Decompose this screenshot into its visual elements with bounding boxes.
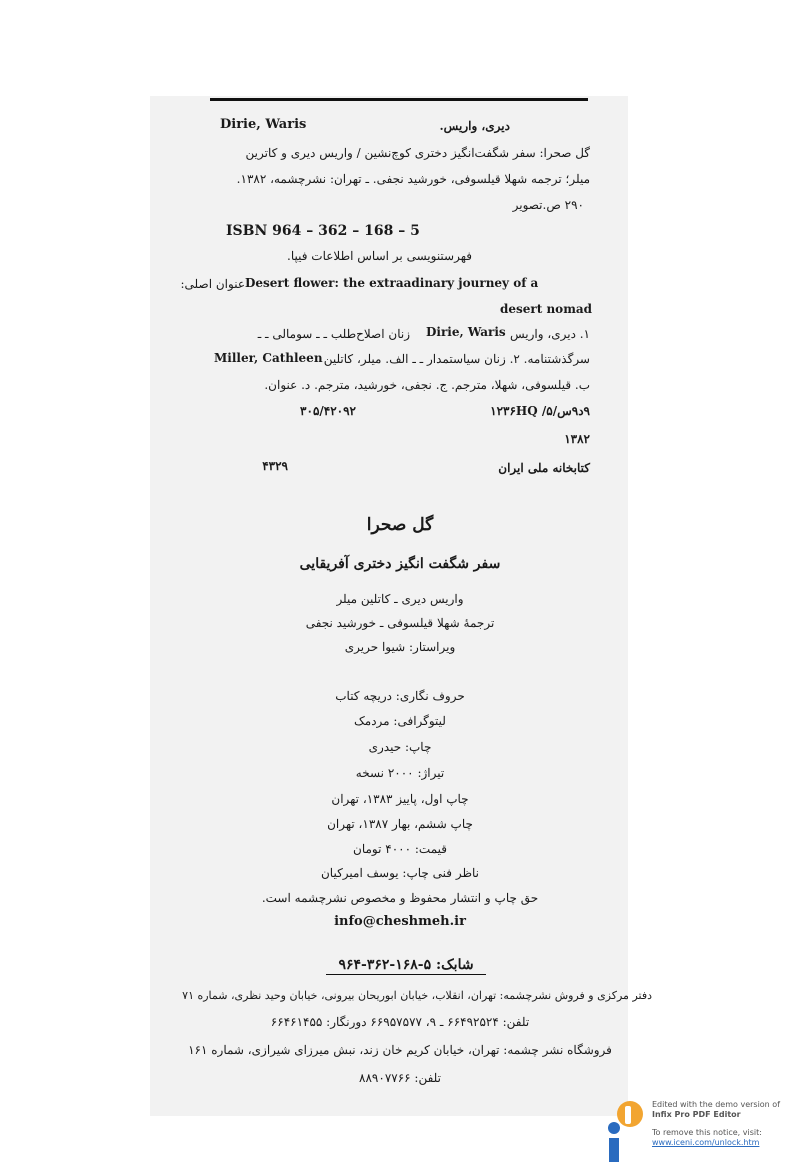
subject-3: ب. قیلسوفی، شهلا، مترجم. ج. نجفی، خورشید، مترجم. د. عنوان. — [264, 378, 590, 392]
cip-translator-line: میلر؛ ترجمه شهلا قیلسوفی، خورشید نجفی. ـ تهران: نشرچشمه، ۱۳۸۲. — [236, 172, 590, 186]
fipa-note: فهرستنویسی بر اساس اطلاعات فیپا. — [287, 249, 472, 263]
credit-printing: چاپ: حیدری — [368, 740, 432, 754]
library: کتابخانه ملی ایران — [498, 461, 590, 475]
publisher-address-main: دفتر مرکزی و فروش نشرچشمه: تهران، انقلاب، خیابان ابوریحان بیرونی، خیابان وحید نظری، شماره ۷۱ — [182, 989, 652, 1002]
classification-lc: ۹د۹س/۵/ ۱۲۳۶HQ — [490, 404, 590, 418]
copyright-notice: حق چاپ و انتشار محفوظ و مخصوص نشرچشمه است. — [261, 891, 539, 905]
book-title: گل صحرا — [366, 515, 434, 535]
publisher-store-phone: تلفن: ۸۸۹۰۷۷۶۶ — [359, 1071, 441, 1085]
book-translators: ترجمهٔ شهلا قیلسوفی ـ خورشید نجفی — [305, 616, 495, 630]
publisher-email: info@cheshmeh.ir — [334, 914, 466, 929]
classification-dewey: ۳۰۵/۴۲۰۹۲ — [300, 404, 356, 418]
credit-sixth-edition: چاپ ششم، بهار ۱۳۸۷، تهران — [327, 817, 473, 831]
credit-lithography: لیتوگرافی: مردمک — [354, 714, 446, 728]
book-authors: واریس دیری ـ کاتلین میلر — [336, 592, 464, 606]
watermark-line-3: To remove this notice, visit: — [652, 1128, 762, 1137]
subject-1-fa: ۱. دیری، واریس — [509, 327, 590, 341]
original-title-label: عنوان اصلی: — [180, 277, 245, 291]
cip-year: ۱۳۸۲ — [564, 432, 590, 446]
record-number: ۴۳۲۹ — [262, 459, 288, 473]
watermark-unlock-link[interactable]: www.iceni.com/unlock.htm — [652, 1138, 760, 1147]
book-subtitle: سفر شگفت انگیز دختری آفریقایی — [299, 556, 501, 572]
book-editor: ویراستار: شیوا حریری — [344, 640, 456, 654]
publisher-store-address: فروشگاه نشر چشمه: تهران، خیابان کریم خان زند، نبش میرزای شیرازی، شماره ۱۶۱ — [188, 1043, 612, 1057]
credit-print-supervisor: ناظر فنی چاپ: یوسف امیرکیان — [320, 866, 480, 880]
cip-title-line: گل صحرا: سفر شگفت‌انگیز دختری کوچ‌نشین / واریس دیری و کاترین — [245, 146, 590, 160]
isbn: ISBN 964 – 362 – 168 – 5 — [226, 223, 420, 239]
cip-pages: ۲۹۰ ص.تصویر — [512, 198, 584, 212]
cip-author-fa: دیری، واریس. — [439, 119, 510, 133]
watermark-line-1: Edited with the demo version of — [652, 1100, 781, 1109]
cip-author-en: Dirie, Waris — [220, 117, 307, 132]
subject-1-tail: زنان اصلاح‌طلب ـ ـ سومالی ـ ـ — [257, 327, 410, 341]
top-rule — [210, 98, 588, 101]
shabak-isbn: شابک: ۵-۱۶۸-۳۶۲-۹۶۴ — [326, 956, 486, 975]
original-title-en: Desert flower: the extraadinary journey of a — [245, 276, 539, 290]
credit-price: قیمت: ۴۰۰۰ تومان — [353, 842, 447, 856]
credit-first-edition: چاپ اول، پاییز ۱۳۸۳، تهران — [331, 792, 469, 806]
original-title-en-2: desert nomad — [500, 302, 593, 316]
subject-2-en: Miller, Cathleen — [214, 351, 323, 365]
infix-watermark — [600, 1098, 800, 1168]
credit-typesetting: حروف نگاری: دریچه کتاب — [335, 689, 465, 703]
publisher-phone-main: تلفن: ۶۶۴۹۲۵۲۴ ـ ۹، ۶۶۹۵۷۵۷۷ دورنگار: ۶۶۴۶۱۴۵۵ — [270, 1015, 530, 1029]
infix-logo-icon — [603, 1100, 647, 1164]
subject-1-en: Dirie, Waris — [426, 325, 506, 339]
subject-2-fa: سرگذشتنامه. ۲. زنان سیاستمدار ـ ـ الف. میلر، کاتلین — [323, 352, 590, 366]
credit-circulation: تیراژ: ۲۰۰۰ نسخه — [355, 766, 445, 780]
watermark-product: Infix Pro PDF Editor — [652, 1110, 741, 1119]
